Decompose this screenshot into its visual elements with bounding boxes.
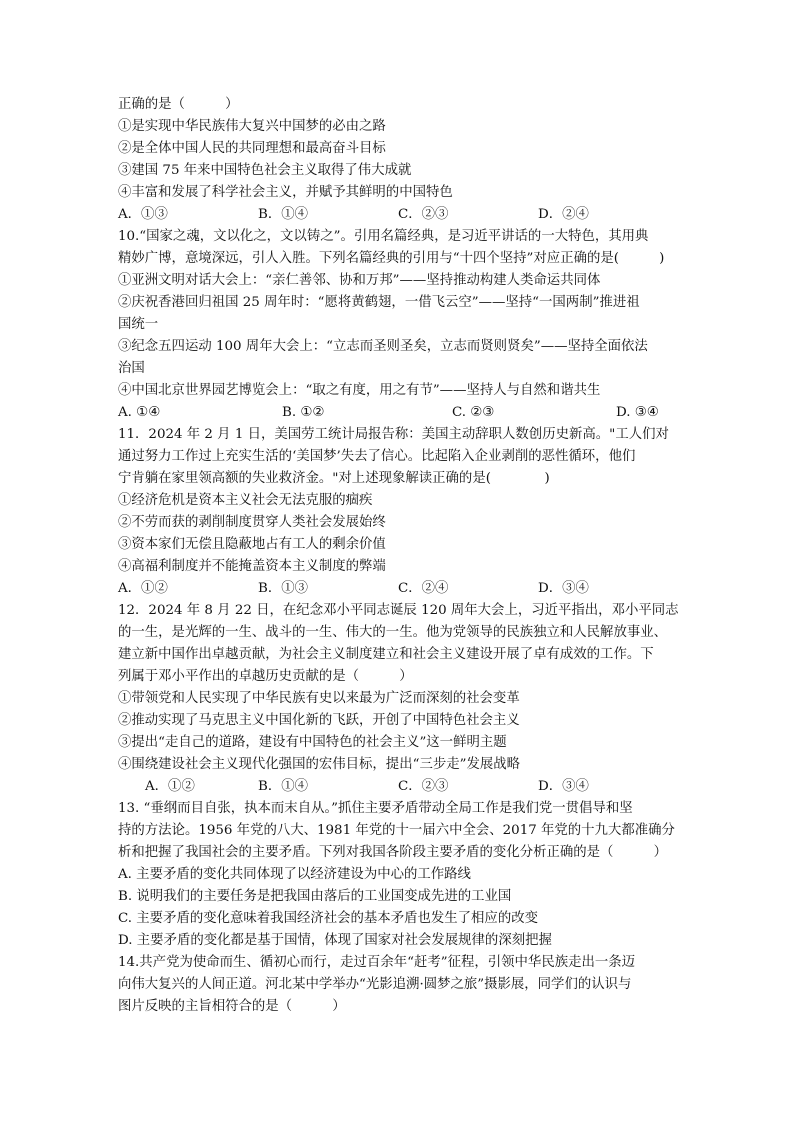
q12-item-1: ①带领党和人民实现了中华民族有史以来最为广泛而深刻的社会变革 [118, 691, 520, 706]
q11-item-4: ④高福利制度并不能掩盖资本主义制度的弊端 [118, 559, 386, 574]
q12-item-4: ④围绕建设社会主义现代化强国的宏伟目标，提出“三步走”发展战略 [118, 757, 521, 772]
q14-stem-line-3: 图片反映的主旨相符合的是（ ） [118, 999, 346, 1014]
q10-option-d: D. ③④ [616, 405, 659, 420]
q11-option-b: B．①③ [258, 581, 309, 596]
q11-item-1: ①经济危机是资本主义社会无法克服的痼疾 [118, 493, 373, 508]
q9-item-2: ②是全体中国人民的共同理想和最高奋斗目标 [118, 141, 386, 156]
q10-item-3: ③纪念五四运动 100 周年大会上：“立志而圣则圣矣，立志而贤则贤矣”——坚持全面依法 [118, 339, 648, 354]
q12-stem-line-2: 的一生，是光辉的一生、战斗的一生、伟大的一生。他为党领导的民族独立和人民解放事业、 [118, 625, 668, 640]
q12-item-3: ③提出“走自己的道路，建设有中国特色的社会主义”这一鲜明主题 [118, 735, 507, 750]
q10-item-1: ①亚洲文明对话大会上：“亲仁善邻、协和万邦”——坚持推动构建人类命运共同体 [118, 273, 601, 288]
q10-item-2: ②庆祝香港回归祖国 25 周年时：“愿将黄鹤翅，一借飞云空”——坚持“一国两制”推进祖 [118, 295, 640, 310]
q9-item-3: ③建国 75 年来中国特色社会主义取得了伟大成就 [118, 163, 412, 178]
q13-stem-line-3: 析和把握了我国社会的主要矛盾。下列对我国各阶段主要矛盾的变化分析正确的是（ ） [118, 845, 668, 860]
q9-stem-tail: 正确的是（ ） [118, 97, 239, 112]
q9-option-a: A．①③ [118, 207, 168, 222]
q11-option-a: A．①② [118, 581, 168, 596]
q12-stem-line-1: 12．2024 年 8 月 22 日，在纪念邓小平同志诞辰 120 周年大会上，习近平指出，邓小平同志 [118, 603, 679, 618]
q13-stem-line-2: 持的方法论。1956 年党的八大、1981 年党的十一届六中全会、2017 年党的十九大都准确分 [118, 823, 675, 838]
q12-option-c: C．②③ [398, 779, 449, 794]
q11-item-2: ②不劳而获的剥削制度贯穿人类社会发展始终 [118, 515, 386, 530]
q10-item-2-cont: 国统一 [118, 317, 159, 332]
q12-item-2: ②推动实现了马克思主义中国化新的飞跃，开创了中国特色社会主义 [118, 713, 520, 728]
q12-option-b: B．①④ [258, 779, 309, 794]
q12-stem-line-3: 建立新中国作出卓越贡献，为社会主义制度建立和社会主义建设开展了卓有成效的工作。下 [118, 647, 654, 662]
q10-option-b: B. ①② [282, 405, 325, 420]
q11-option-d: D．③④ [538, 581, 589, 596]
q9-option-b: B．①④ [258, 207, 309, 222]
q13-option-b: B. 说明我们的主要任务是把我国由落后的工业国变成先进的工业国 [118, 889, 512, 904]
q10-item-3-cont: 治国 [118, 361, 145, 376]
q9-option-c: C．②③ [398, 207, 449, 222]
q11-stem-line-1: 11．2024 年 2 月 1 日，美国劳工统计局报告称：美国主动辞职人数创历史新高。"工人们对 [118, 427, 669, 442]
q10-item-4: ④中国北京世界园艺博览会上：“取之有度，用之有节”——坚持人与自然和谐共生 [118, 383, 601, 398]
q13-option-c: C. 主要矛盾的变化意味着我国经济社会的基本矛盾也发生了相应的改变 [118, 911, 538, 926]
q13-option-a: A. 主要矛盾的变化共同体现了以经济建设为中心的工作路线 [118, 867, 471, 882]
q12-option-d: D．③④ [538, 779, 589, 794]
q13-stem-line-1: 13. “垂纲而目自张，执本而末自从。”抓住主要矛盾带动全局工作是我们党一贯倡导和坚 [118, 801, 633, 816]
q12-stem-line-4: 列属于邓小平作出的卓越历史贡献的是（ ） [118, 669, 413, 684]
q10-option-c: C. ②③ [452, 405, 495, 420]
q11-stem-line-2: 通过努力工作过上充实生活的‘美国梦’失去了信心。比起陷入企业剥削的恶性循环，他们 [118, 449, 636, 464]
q9-item-1: ①是实现中华民族伟大复兴中国梦的必由之路 [118, 119, 386, 134]
q14-stem-line-1: 14.共产党为使命而生、循初心而行，走过百余年“赶考”征程，引领中华民族走出一条迈 [118, 955, 636, 970]
q11-stem-line-3: 宁肯躺在家里领高额的失业救济金。"对上述现象解读正确的是( ) [118, 471, 550, 486]
q14-stem-line-2: 向伟大复兴的人间正道。河北某中学举办“光影追溯·圆梦之旅”摄影展，同学们的认识与 [118, 977, 632, 992]
q9-item-4: ④丰富和发展了科学社会主义，并赋予其鲜明的中国特色 [118, 185, 453, 200]
q12-option-a: A．①② [145, 779, 195, 794]
q11-option-c: C．②④ [398, 581, 449, 596]
q10-stem-line-2: 精妙广博，意境深远，引人入胜。下列名篇经典的引用与“十四个坚持”对应正确的是( ) [118, 251, 665, 266]
q10-option-a: A. ①④ [118, 405, 161, 420]
q13-option-d: D. 主要矛盾的变化都是基于国情，体现了国家对社会发展规律的深刻把握 [118, 933, 552, 948]
q9-option-d: D．②④ [538, 207, 589, 222]
q11-item-3: ③资本家们无偿且隐蔽地占有工人的剩余价值 [118, 537, 386, 552]
q10-stem-line-1: 10.“国家之魂，文以化之，文以铸之”。引用名篇经典，是习近平讲话的一大特色，其用典 [118, 229, 649, 244]
